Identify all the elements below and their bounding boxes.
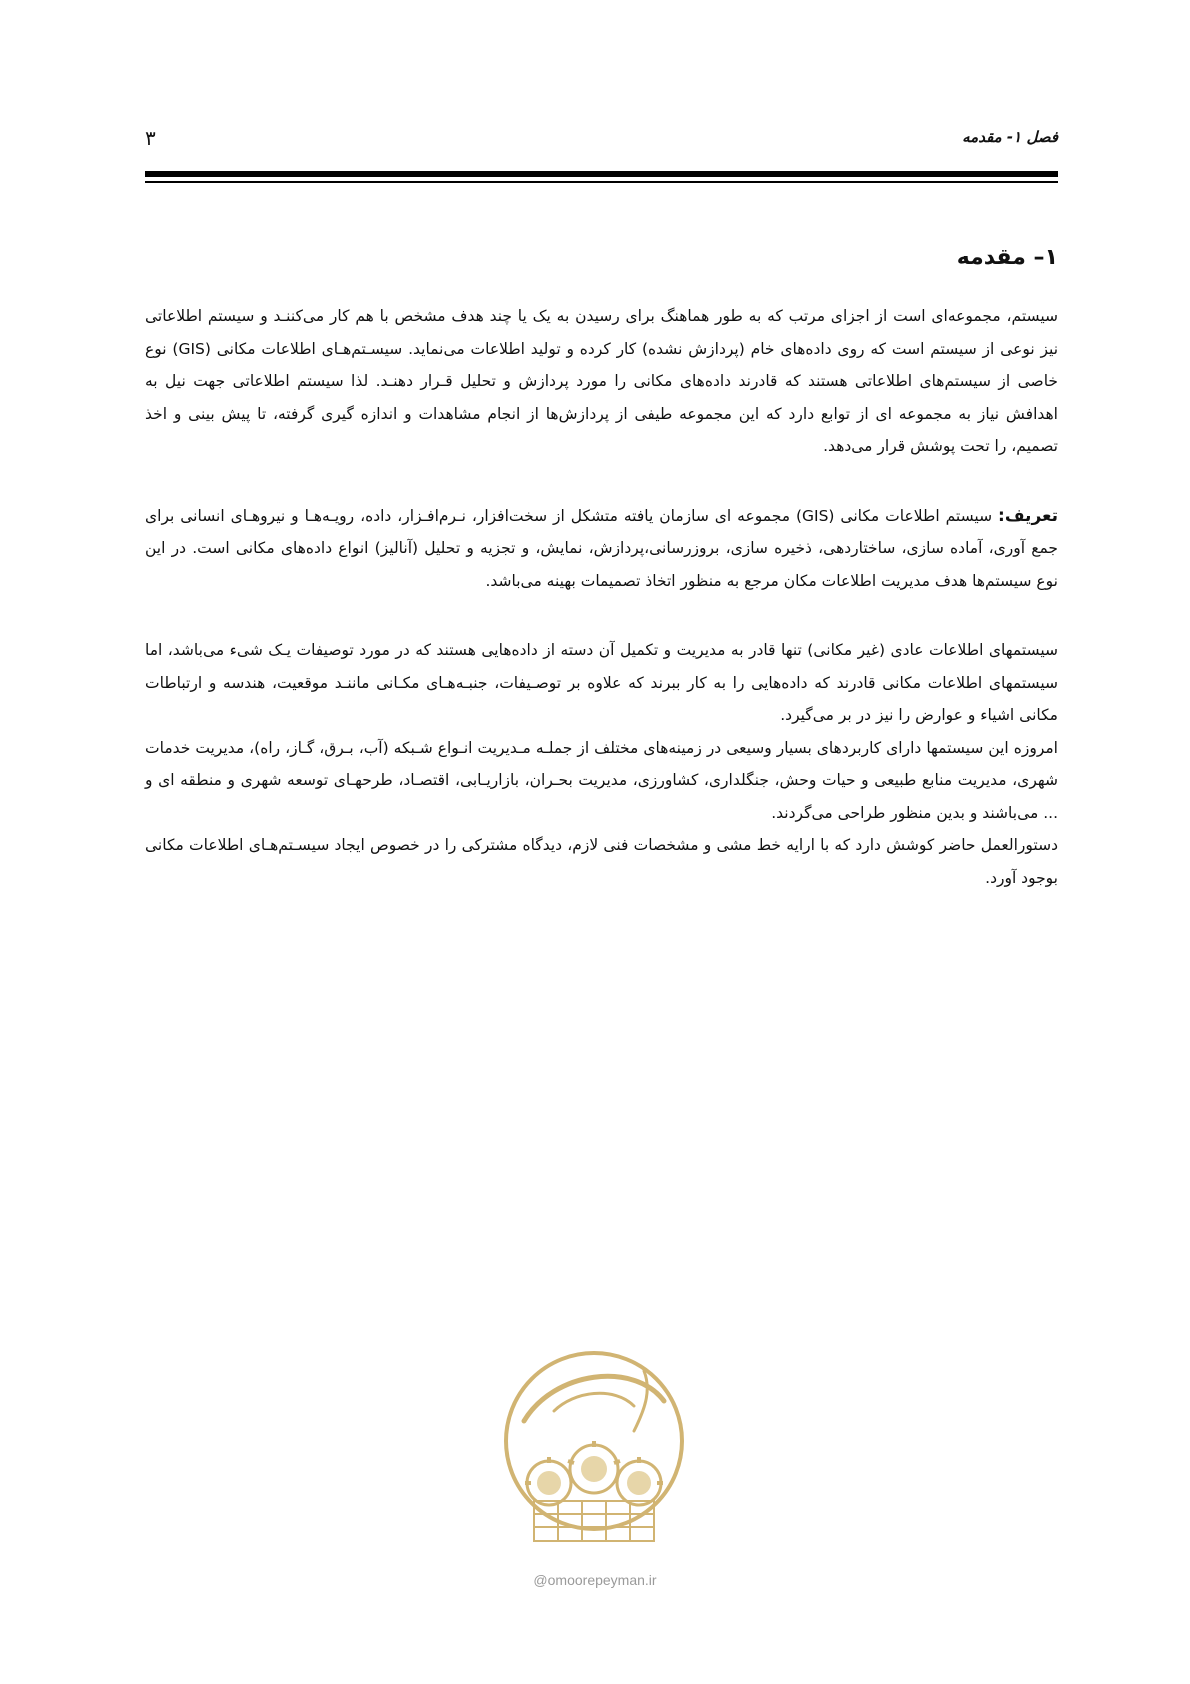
paragraph-comparison: سیستمهای اطلاعات عادی (غیر مکانی) تنها قادر به مدیریت و تکمیل آن دسته از داده‌هایی هستند که در مورد توصیفات یـک شیء می‌باشد، اما سیستمهای اطلاعات مکانی قادرند که داده‌هایی را به کار ببرند که علاوه بر توصـیفات، جنبـه‌هـای مکـانی ماننـد موقعیت، هندسه و ارتباطات مکانی اشیاء و عوارض را نیز در بر می‌گیرد. bbox=[145, 641, 1058, 724]
watermark-logo bbox=[494, 1341, 694, 1571]
paragraph-definition bbox=[145, 500, 1058, 598]
header-rule-thick bbox=[145, 171, 1058, 177]
page-header bbox=[145, 128, 1058, 158]
page-number: ۳ bbox=[145, 126, 156, 150]
definition-term: تعریف: bbox=[998, 505, 1058, 526]
main-content bbox=[145, 245, 1058, 894]
header-rule-thin bbox=[145, 181, 1058, 183]
section-heading: ۱– مقدمه bbox=[956, 245, 1058, 270]
logo-emblem-icon bbox=[494, 1341, 694, 1571]
paragraph-purpose: دستورالعمل حاضر کوشش دارد که با ارایه خط مشی و مشخصات فنی لازم، دیدگاه مشترکی را در خصوص ایجاد سیسـتم‌هـای اطلاعات مکانی بوجود آورد. bbox=[145, 836, 1058, 887]
paragraph-applications: امروزه این سیستمها دارای کاربردهای بسیار وسیعی در زمینه‌های مختلف از جملـه مـدیریت انـواع شـبکه (آب، بـرق، گـاز، راه)، مدیریت خدمات شهری، مدیریت منابع طبیعی و حیات وحش، جنگلداری، کشاورزی، مدیریت بحـران، بازاریـابی، اقتصـاد، طرحهـای توسعه شهری و منطقه ای و ... می‌باشند و بدین منظور طراحی می‌گردند. bbox=[145, 738, 1058, 822]
watermark-website: @omoorepeyman.ir bbox=[533, 1572, 657, 1588]
paragraph-intro: سیستم، مجموعه‌ای است از اجزای مرتب که به طور هماهنگ برای رسیدن به یک یا چند هدف مشخص با هم کار می‌کننـد و سیستم اطلاعاتی نیز نوعی از سیستم است که روی داده‌های خام (پردازش نشده) کار کرده و تولید اطلاعات می‌نماید. سیسـتم‌هـای اطلاعات مکانی (GIS) نوع خاصی از سیستم‌های اطلاعاتی هستند که قادرند داده‌های مکانی را مورد پردازش و تحلیل قـرار دهنـد. لذا سیستم اطلاعاتی جهت نیل به اهدافش نیاز به مجموعه ای از توابع دارد که این مجموعه طیفی از پردازش‌ها از انجام مشاهدات و اندازه گیری گرفته، تا پیش بینی و اخذ تصمیم، را تحت پوشش قرار می‌دهد. bbox=[145, 307, 1059, 455]
chapter-title: فصل ۱- مقدمه bbox=[962, 128, 1058, 146]
definition-text: سیستم اطلاعات مکانی (GIS) مجموعه ای سازمان یافته متشکل از سخت‌افزار، نـرم‌افـزار، داده، رویـه‌هـا و نیروهـای انسانی برای جمع آوری، آماده سازی، ساختاردهی، ذخیره سازی، بروزرسانی،پردازش، نمایش، و تجزیه و تحلیل (آنالیز) انواع داده‌های مکانی است. در این نوع سیستم‌ها هدف مدیریت اطلاعات مکان مرجع به منظور اتخاذ تصمیمات بهینه می‌باشد. bbox=[145, 506, 1058, 590]
